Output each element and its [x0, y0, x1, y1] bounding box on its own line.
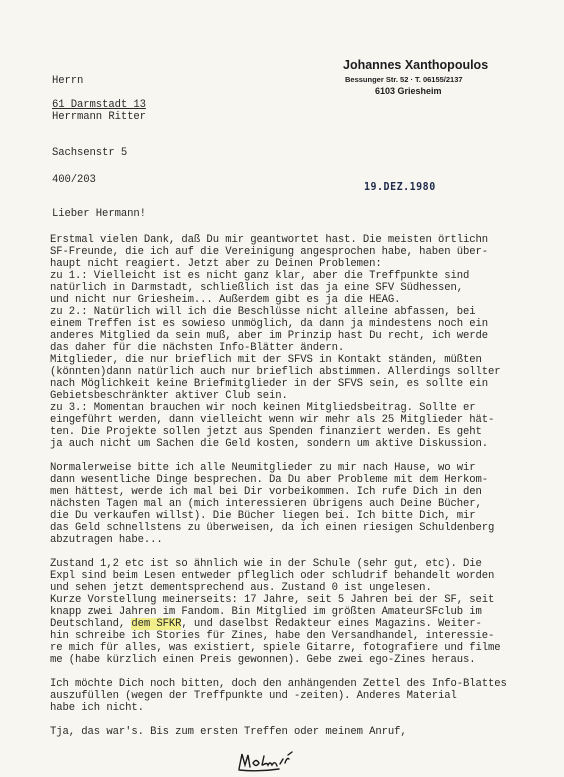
sender-street: Bessunger Str. 52 · T. 06155/2137 — [345, 75, 463, 84]
recipient-line: Herrn — [52, 75, 84, 87]
text-line: zu 1.: Vielleicht ist es nicht ganz klar, aber die Treffpunkte sind — [50, 270, 470, 282]
text-line: natürlich in Darmstadt, schließlich ist das ja eine SFV Südhessen, — [50, 282, 463, 294]
recipient-line: Sachsenstr 5 — [52, 147, 128, 159]
text-line: (könnten)dann natürlich auch nur brieflich abstimmen. Allerdings sollter — [50, 366, 501, 378]
text-line: die Du verkaufen willst). Die Bücher liegen bei. Ich bitte Dich, mir — [50, 510, 476, 522]
text-line: Gebietsbeschränkter aktiver Club sein. — [50, 390, 288, 402]
text-line: dann wesentliche Dinge besprechen. Da Du aber Probleme mit dem Herkom- — [50, 474, 489, 486]
text-line: Ich möchte Dich noch bitten, doch den anhängenden Zettel des Info-Blattes — [50, 678, 507, 690]
text-line: nach Möglichkeit keine Briefmitglieder in der SFVS sein, es sollte ein — [50, 378, 489, 390]
paragraph — [50, 234, 507, 450]
text-line: nächsten Tagen mal an (mich interessieren übrigens auch Deine Bücher, — [50, 498, 482, 510]
letter-body — [50, 234, 507, 750]
text-line: Normalerweise bitte ich alle Neumitglieder zu mir nach Hause, wo wir — [50, 462, 476, 474]
text-line: eingeführt werden, dann vielleicht wenn wir mehr als 25 Mitglieder hät- — [50, 414, 495, 426]
reference-number: 400/203 — [52, 174, 96, 186]
sender-town: 6103 Griesheim — [375, 86, 442, 96]
text-line: Tja, das war's. Bis zum ersten Treffen oder meinem Anruf, — [50, 726, 407, 738]
text-line: einem Treffen ist es sowieso unmöglich, da dann ja mindestens noch ein — [50, 318, 489, 330]
sender-name: Johannes Xanthopoulos — [343, 58, 489, 72]
text-line: re mich für alles, was existiert, spiele Gitarre, fotografiere und filme — [50, 642, 501, 654]
text-line: abzutragen habe... — [50, 534, 163, 546]
text-line: das daher für die nächsten Info-Blätter ändern. — [50, 342, 345, 354]
text-line: haupt nicht reagiert. Jetzt aber zu Deinen Problemen: — [50, 258, 382, 270]
text-line: anderes Mitglied da sein muß, aber im Prinzip hast Du recht, ich werde — [50, 330, 489, 342]
text-line: knapp zwei Jahren im Fandom. Bin Mitglied im größten AmateurSFclub im — [50, 606, 482, 618]
text-line: Deutschland, dem SFKR, und daselbst Redakteur eines Magazins. Weiter- — [50, 618, 482, 630]
text-line: zu 3.: Momentan brauchen wir noch keinen Mitgliedsbeitrag. Sollte er — [50, 402, 476, 414]
text-line: SF-Freunde, die ich auf die Vereinigung angesprochen habe, haben über- — [50, 246, 489, 258]
text-line: zu 2.: Natürlich will ich die Beschlüsse nicht alleine abfassen, bei — [50, 306, 476, 318]
text-line: Erstmal vielen Dank, daß Du mir geantwortet hast. Die meisten örtlichn — [50, 234, 489, 246]
signature-icon — [236, 749, 300, 773]
text-line: Kurze Vorstellung meinerseits: 17 Jahre, seit 5 Jahren bei der SF, seit — [50, 594, 495, 606]
text-line: das Geld schnellstens zu überweisen, da ich einen riesigen Schuldenberg — [50, 522, 495, 534]
date-stamp: 19.DEZ.1980 — [364, 181, 436, 194]
text-line: habe ich nicht. — [50, 702, 144, 714]
greeting: Lieber Hermann! — [52, 208, 146, 220]
text-line: auszufüllen (wegen der Treffpunkte und -zeiten). Anderes Material — [50, 690, 457, 702]
text-line: Zustand 1,2 etc ist so ähnlich wie in der Schule (sehr gut, etc). Die — [50, 558, 482, 570]
paragraph — [50, 462, 507, 546]
paragraph — [50, 558, 507, 666]
text-line: men hättest, werde ich mal bei Dir vorbeikommen. Ich rufe Dich in den — [50, 486, 482, 498]
text-line: hin schreibe ich Stories für Zines, habe den Versandhandel, interessie- — [50, 630, 495, 642]
text-line: und nicht nur Griesheim... Außerdem gibt es ja die HEAG. — [50, 294, 401, 306]
text-line: ja auch nicht um Sachen die Geld kosten, sondern um aktive Diskussion. — [50, 438, 489, 450]
paragraph — [50, 726, 507, 738]
text-line: me (habe kürzlich einen Preis gewonnen). Gebe zwei ego-Zines heraus. — [50, 654, 476, 666]
recipient-line: Herrmann Ritter — [52, 111, 146, 123]
paragraph — [50, 678, 507, 714]
sender-letterhead — [343, 58, 503, 96]
text-line: ten. Die Projekte sollen jetzt aus Spenden finanziert werden. Es geht — [50, 426, 482, 438]
text-line: Mitglieder, die nur brieflich mit der SFVS in Kontakt ständen, müßten — [50, 354, 482, 366]
highlighted-text: dem SFKR — [131, 618, 182, 630]
recipient-address — [52, 51, 146, 183]
text-line: und sehen jetzt dementsprechend aus. Zustand 0 ist ungelesen. — [50, 582, 432, 594]
recipient-city: 61 Darmstadt 13 — [52, 99, 146, 111]
text-line: Expl sind beim Lesen entweder pfleglich oder schludrif behandelt worden — [50, 570, 495, 582]
